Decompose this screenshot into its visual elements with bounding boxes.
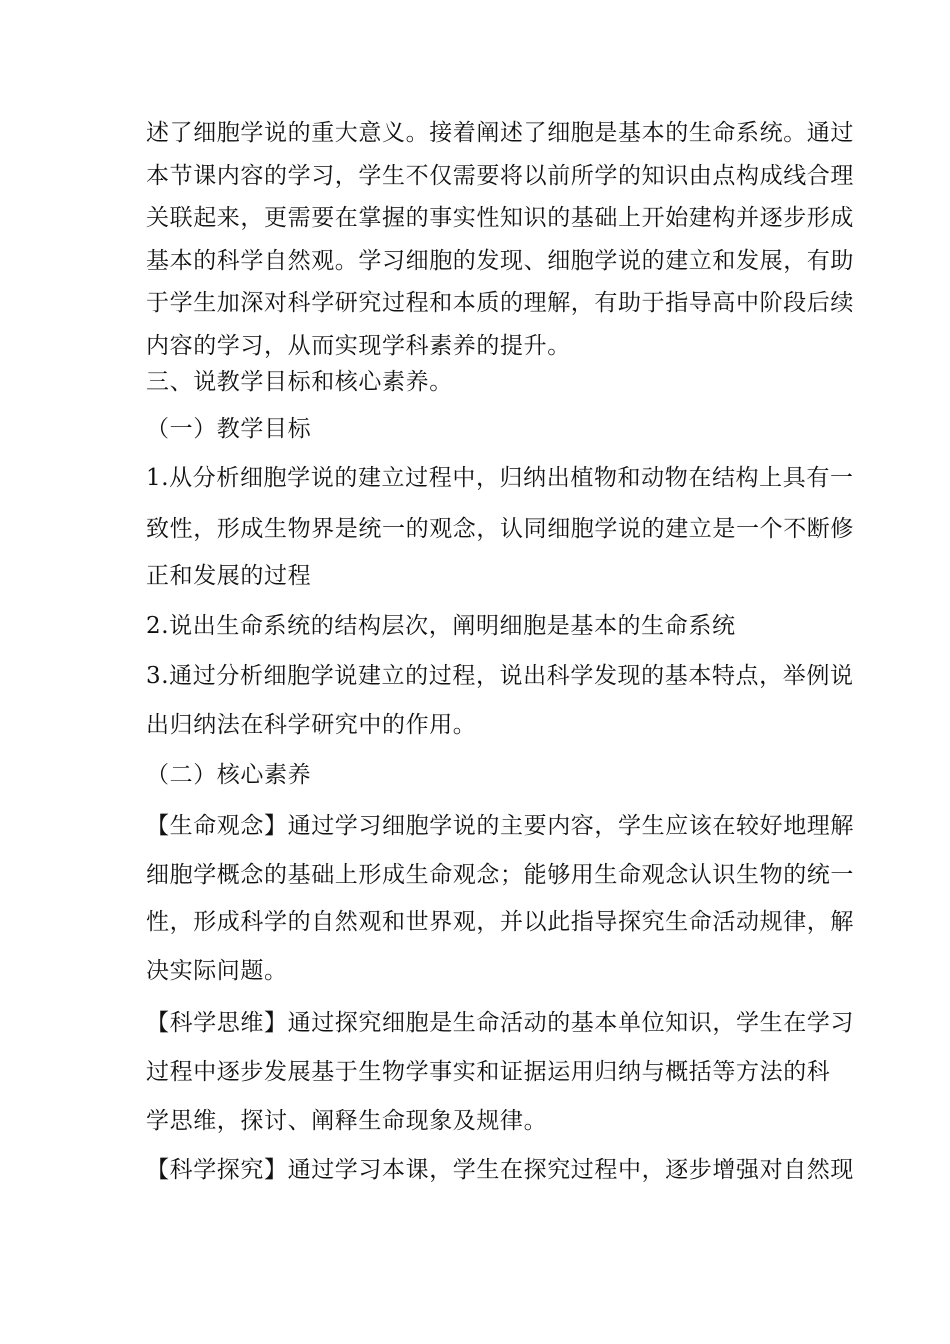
section-heading: 三、说教学目标和核心素养。 [146,369,453,395]
text-line: 3.通过分析细胞学说建立的过程，说出科学发现的基本特点，举例说 [146,663,854,689]
text-line: 决实际问题。 [146,958,288,984]
text-line: 关联起来，更需要在掌握的事实性知识的基础上开始建构并逐步形成 [146,205,854,231]
text-line: 2.说出生命系统的结构层次，阐明细胞是基本的生命系统 [146,613,736,639]
text-line: 致性，形成生物界是统一的观念，认同细胞学说的建立是一个不断修 [146,516,854,542]
text-line: 1.从分析细胞学说的建立过程中，归纳出植物和动物在结构上具有一 [146,465,854,491]
text-line: 出归纳法在科学研究中的作用。 [146,712,477,738]
text-line: 正和发展的过程 [146,563,312,589]
text-line: 本节课内容的学习，学生不仅需要将以前所学的知识由点构成线合理 [146,163,854,189]
text-line: 内容的学习，从而实现学科素养的提升。 [146,333,571,359]
text-line: 学思维，探讨、阐释生命现象及规律。 [146,1108,548,1134]
text-line: 细胞学概念的基础上形成生命观念；能够用生命观念认识生物的统一 [146,862,854,888]
text-line: 【科学思维】通过探究细胞是生命活动的基本单位知识，学生在学习 [146,1010,854,1036]
text-line: 【科学探究】通过学习本课，学生在探究过程中，逐步增强对自然现 [146,1157,854,1183]
text-line: 于学生加深对科学研究过程和本质的理解，有助于指导高中阶段后续 [146,290,854,316]
text-line: 过程中逐步发展基于生物学事实和证据运用归纳与概括等方法的科 [146,1059,831,1085]
text-line: 【生命观念】通过学习细胞学说的主要内容，学生应该在较好地理解 [146,813,854,839]
subsection-heading: （二）核心素养 [146,762,312,788]
subsection-heading: （一）教学目标 [146,416,312,442]
text-line: 基本的科学自然观。学习细胞的发现、细胞学说的建立和发展，有助 [146,248,854,274]
text-line: 性，形成科学的自然观和世界观，并以此指导探究生命活动规律，解 [146,909,854,935]
text-line: 述了细胞学说的重大意义。接着阐述了细胞是基本的生命系统。通过 [146,120,854,146]
